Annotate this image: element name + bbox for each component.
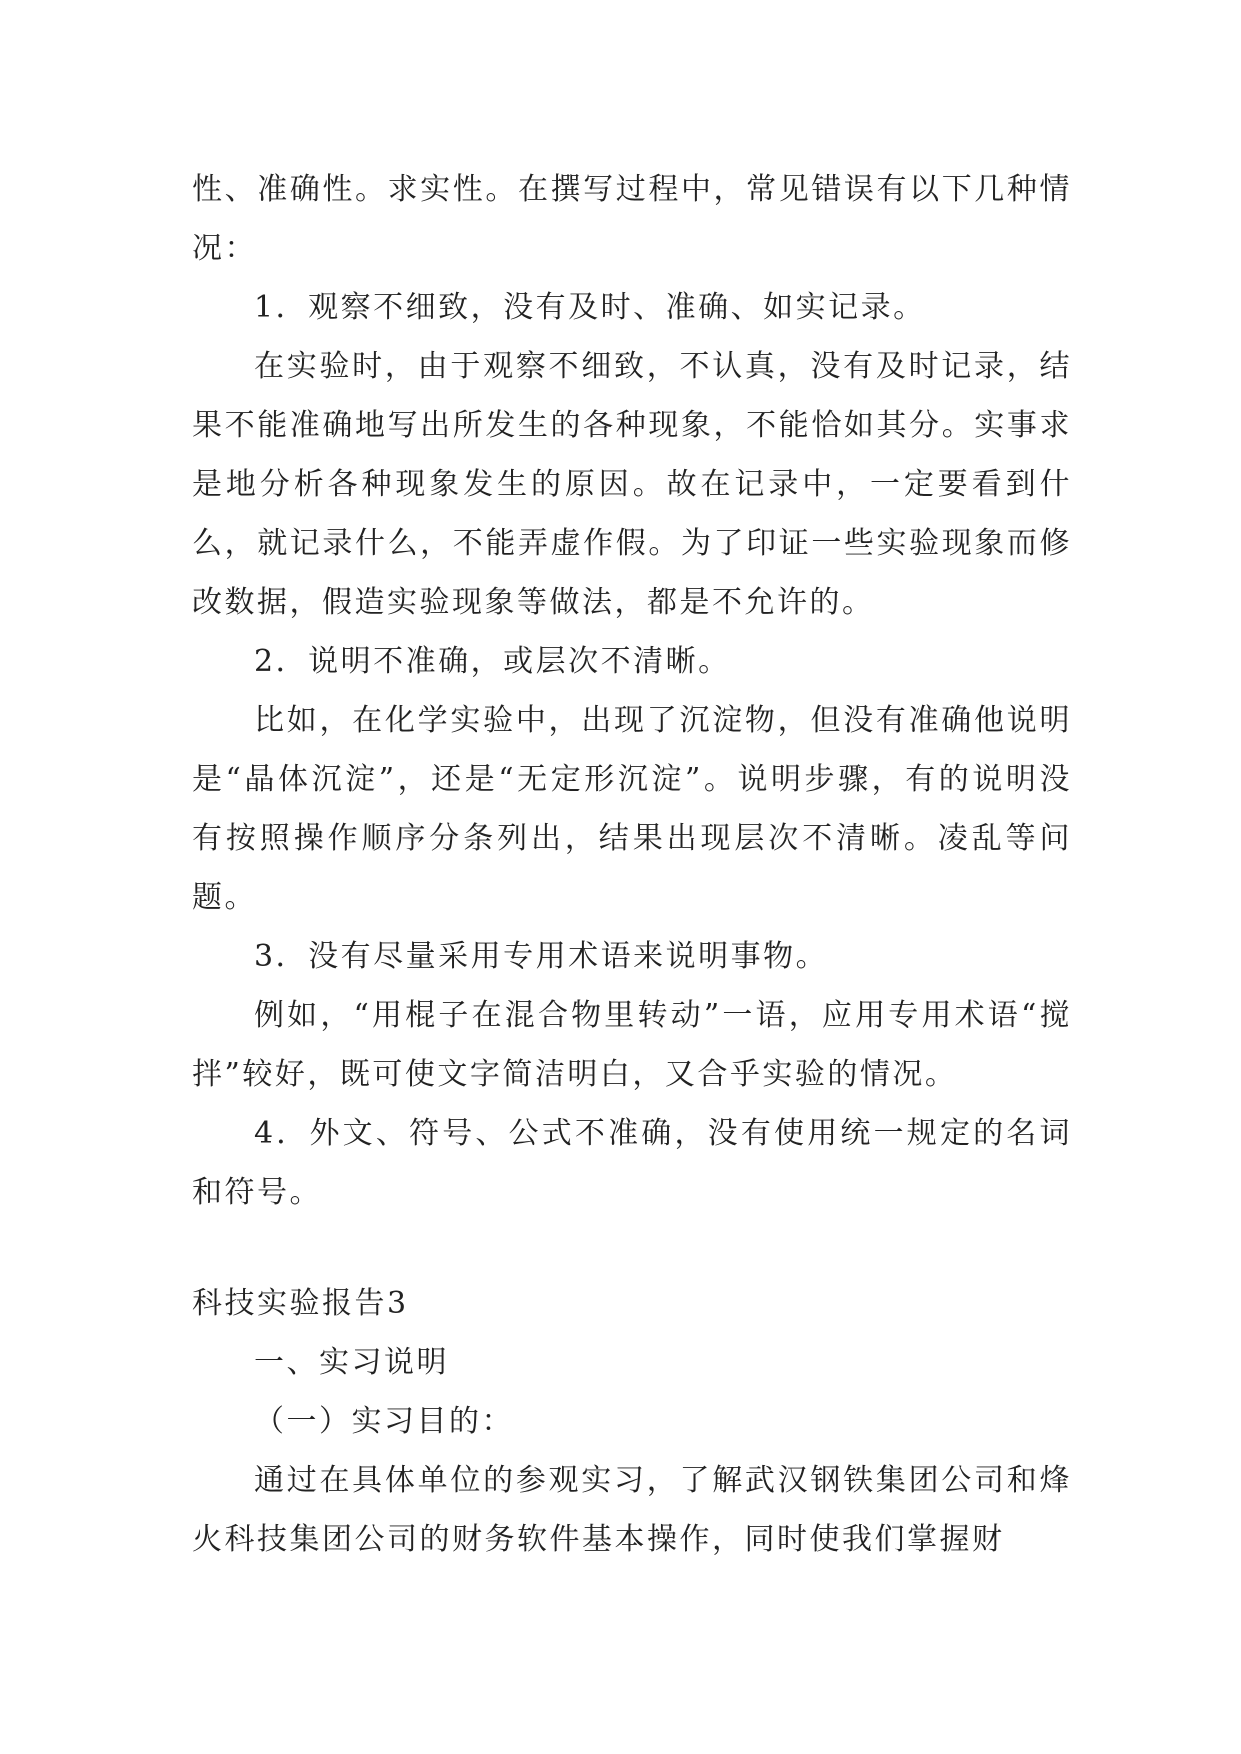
paragraph-error-1-body: 在实验时，由于观察不细致，不认真，没有及时记录，结果不能准确地写出所发生的各种现象，不能恰如其分。实事求是地分析各种现象发生的原因。故在记录中，一定要看到什么，就记录什么，不能弄虚作假。为了印证一些实验现象而修改数据，假造实验现象等做法，都是不允许的。 xyxy=(192,349,1072,620)
paragraph-error-2-heading: 2．说明不准确，或层次不清晰。 xyxy=(254,644,731,679)
paragraph-error-2-body: 比如，在化学实验中，出现了沉淀物，但没有准确他说明是“晶体沉淀”，还是“无定形沉淀”。说明步骤，有的说明没有按照操作顺序分条列出，结果出现层次不清晰。凌乱等问题。 xyxy=(192,703,1072,915)
paragraph-error-3-body: 例如，“用棍子在混合物里转动”一语，应用专用术语“搅拌”较好，既可使文字简洁明白，又合乎实验的情况。 xyxy=(192,998,1072,1092)
paragraph-error-1-heading: 1．观察不细致，没有及时、准确、如实记录。 xyxy=(254,290,926,325)
section-paragraph-purpose: 通过在具体单位的参观实习，了解武汉钢铁集团公司和烽火科技集团公司的财务软件基本操作，同时使我们掌握财 xyxy=(192,1463,1072,1557)
paragraph-error-3-heading: 3．没有尽量采用专用术语来说明事物。 xyxy=(254,939,829,974)
paragraph-error-4-heading: 4．外文、符号、公式不准确，没有使用统一规定的名词和符号。 xyxy=(192,1116,1072,1210)
document-body xyxy=(192,160,1072,1569)
section-title: 科技实验报告3 xyxy=(192,1286,409,1321)
section-subheading-1: （一）实习目的： xyxy=(254,1404,514,1439)
section-heading-1: 一、实习说明 xyxy=(254,1345,449,1380)
paragraph-intro-continued: 性、准确性。求实性。在撰写过程中，常见错误有以下几种情况： xyxy=(192,172,1072,266)
